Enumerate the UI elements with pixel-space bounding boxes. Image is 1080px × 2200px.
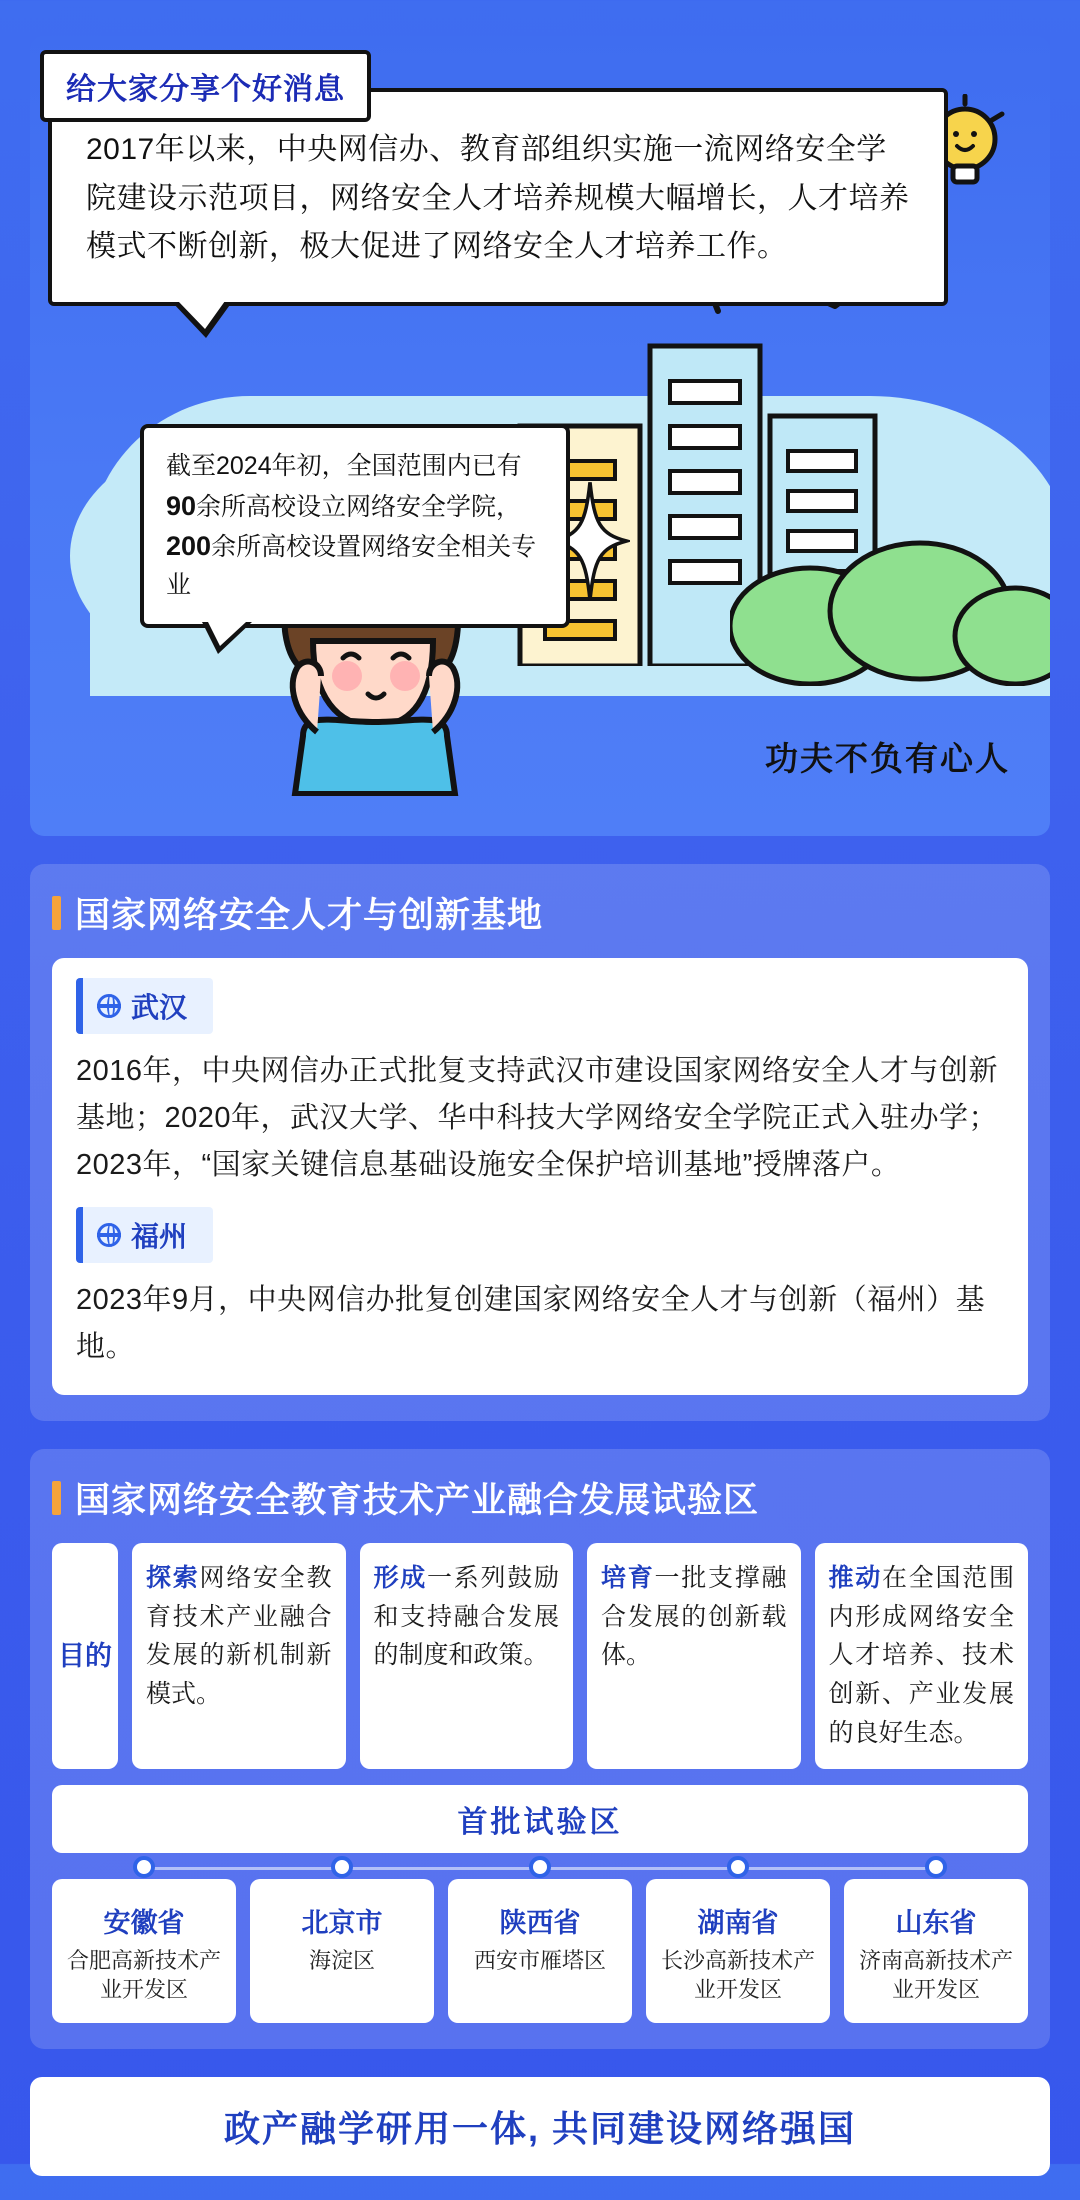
stats-number-2: 200 [166, 531, 212, 561]
purpose-row [52, 1543, 1028, 1769]
zone-marker-dot [925, 1856, 947, 1878]
zone-item [250, 1879, 434, 2023]
purpose-lead: 形成 [373, 1563, 427, 1592]
footer-slogan: 政产融学研用一体, 共同建设网络强国 [30, 2077, 1050, 2176]
section-title-base-text: 国家网络安全人才与创新基地 [75, 896, 544, 935]
city-text-wuhan: 2016年，中央网信办正式批复支持武汉市建设国家网络安全人才与创新基地；2020年，武汉大学、华中科技大学网络安全学院正式入驻办学；2023年，“国家关键信息基础设施安全保护培训基地”授牌落户。 [76, 1055, 999, 1181]
stats-text-3: 余所高校设置网络安全相关专业 [166, 533, 537, 599]
purpose-cell [132, 1543, 346, 1769]
base-card [52, 958, 1028, 1395]
spacer [76, 1189, 1004, 1207]
purpose-cell [815, 1543, 1029, 1769]
zone-desc: 济南高新技术产业开发区 [858, 1947, 1013, 2003]
purpose-cell [587, 1543, 801, 1769]
purpose-label: 目的 [52, 1543, 118, 1769]
purpose-rest: 一批支撑融合发展的创新载体。 [601, 1563, 787, 1670]
zone-desc: 西安市雁塔区 [473, 1947, 606, 1973]
zone-name: 山东省 [895, 1907, 977, 1938]
city-chip-fuzhou [76, 1207, 213, 1263]
hero-badge-title: 给大家分享个好消息 [40, 50, 371, 122]
zone-name: 湖南省 [697, 1907, 779, 1938]
globe-icon [97, 1223, 121, 1247]
stats-number-1: 90 [166, 490, 197, 521]
zone-name: 安徽省 [103, 1907, 185, 1938]
purpose-rest: 一系列鼓励和支持融合发展的制度和政策。 [373, 1563, 559, 1670]
purpose-rest: 网络安全教育技术产业融合发展的新机制新模式。 [146, 1563, 332, 1709]
title-accent-bar [52, 1481, 61, 1515]
section-pilot-zone [30, 1449, 1050, 2049]
section-title-zone [52, 1473, 1028, 1523]
zone-marker-dot [727, 1856, 749, 1878]
stats-text-2: 余所高校设立网络安全学院， [196, 492, 522, 521]
stats-bubble [140, 424, 570, 628]
section-innovation-base [30, 864, 1050, 1421]
zone-item [52, 1879, 236, 2023]
zone-item [646, 1879, 830, 2023]
city-chip-wuhan [76, 978, 213, 1034]
hero-caption: 功夫不负有心人 [765, 740, 1010, 777]
city-name-wuhan: 武汉 [131, 992, 188, 1023]
zone-list [52, 1879, 1028, 2023]
zone-desc: 长沙高新技术产业开发区 [660, 1947, 815, 2003]
globe-icon [97, 994, 121, 1018]
purpose-lead: 推动 [828, 1563, 882, 1592]
city-name-fuzhou: 福州 [131, 1220, 188, 1252]
zone-desc: 海淀区 [308, 1947, 375, 1973]
purpose-rest: 在全国范围内形成网络安全人才培养、技术创新、产业发展的良好生态。 [828, 1563, 1014, 1747]
zone-item [844, 1879, 1028, 2023]
stats-text-1: 截至2024年初，全国范围内已有 [166, 452, 522, 480]
hero-illustration [30, 36, 1050, 836]
announcement-text: 2017年以来，中央网信办、教育部组织实施一流网络安全学院建设示范项目，网络安全人才培养规模大幅增长，人才培养模式不断创新，极大促进了网络安全人才培养工作。 [86, 133, 910, 264]
zone-name: 北京市 [301, 1907, 383, 1938]
zone-name: 陕西省 [499, 1907, 581, 1938]
zone-marker-dot [133, 1856, 155, 1878]
first-batch-banner: 首批试验区 [52, 1785, 1028, 1853]
section-title-base [52, 888, 1028, 938]
zone-marker-dot [529, 1856, 551, 1878]
section-title-zone-text: 国家网络安全教育技术产业融合发展试验区 [75, 1480, 760, 1520]
purpose-lead: 培育 [601, 1563, 655, 1592]
purpose-lead: 探索 [146, 1563, 200, 1592]
zone-item [448, 1879, 632, 2023]
city-text-fuzhou: 2023年9月，中央网信办批复创建国家网络安全人才与创新（福州）基地。 [76, 1283, 986, 1363]
title-accent-bar [52, 896, 61, 930]
purpose-cell [360, 1543, 574, 1769]
zone-marker-dot [331, 1856, 353, 1878]
bush-illustration [730, 516, 1050, 686]
zone-desc: 合肥高新技术产业开发区 [66, 1947, 221, 2003]
